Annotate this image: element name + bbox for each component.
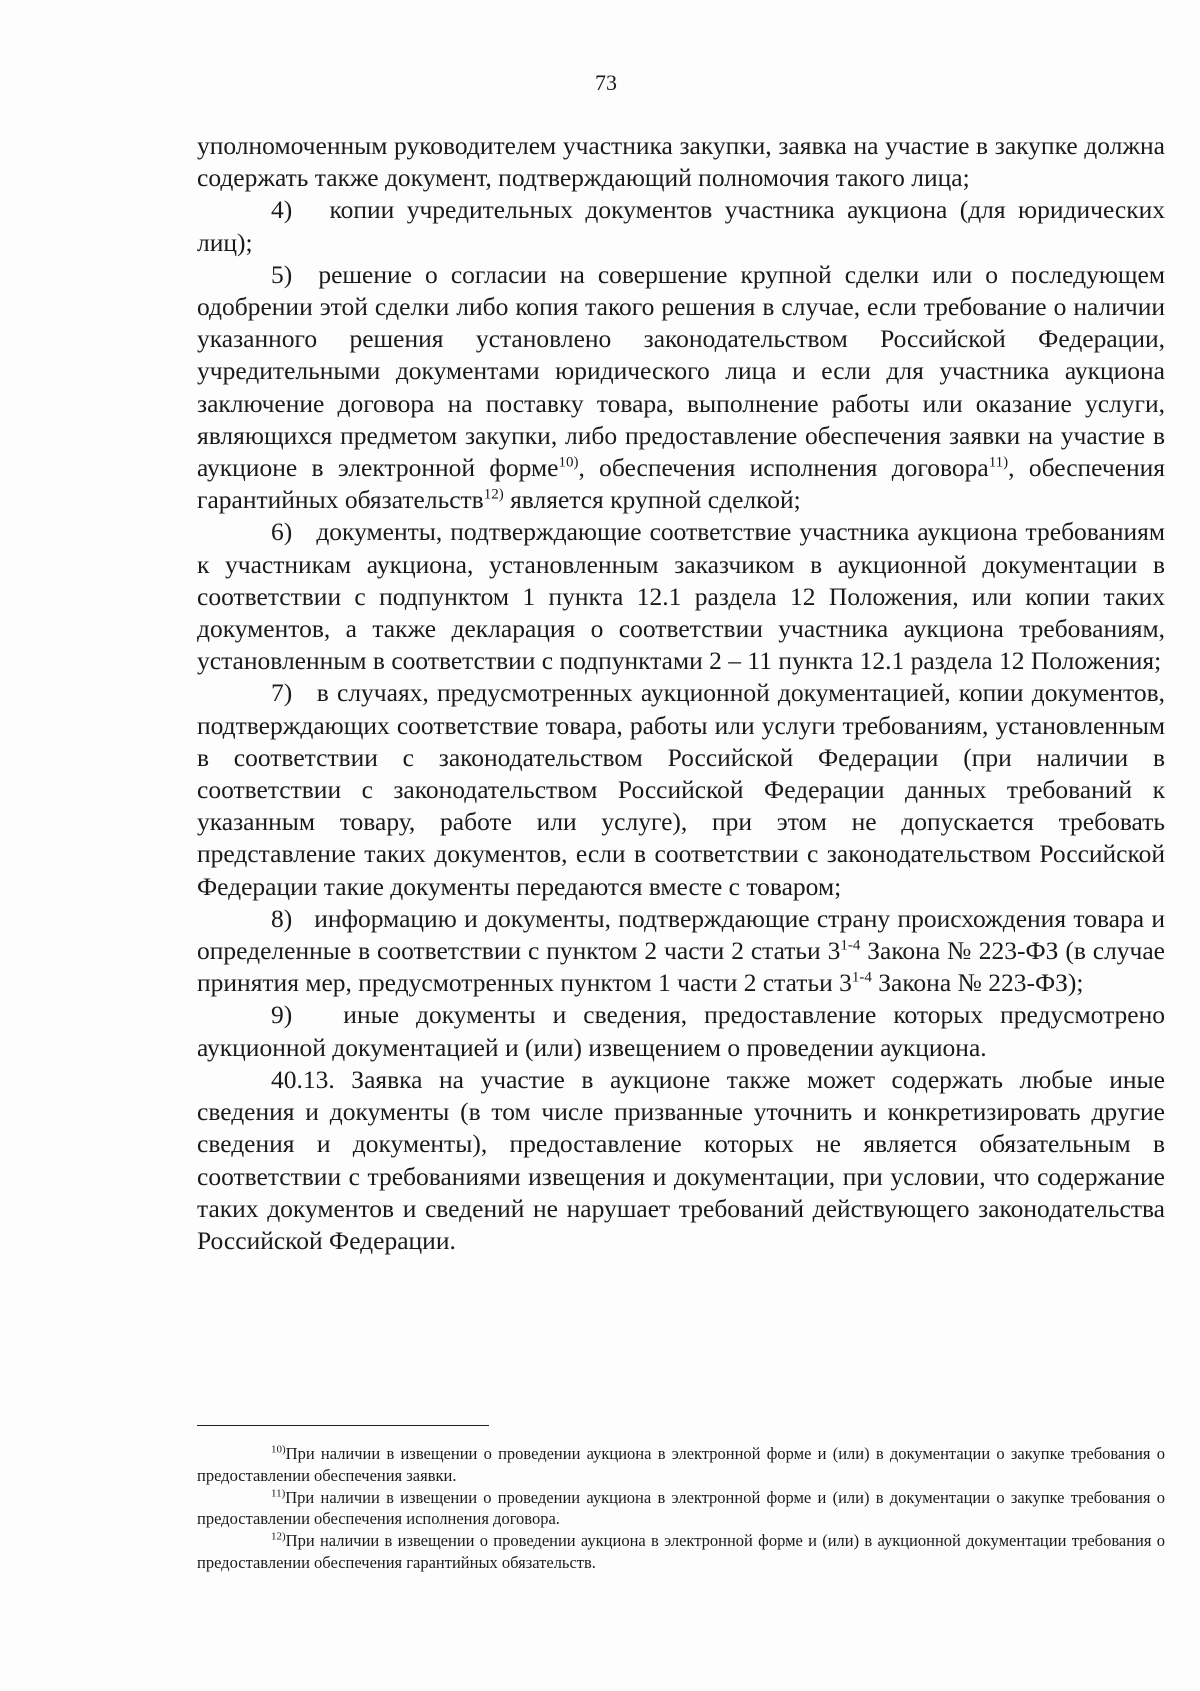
footnote-12	[197, 1530, 1165, 1574]
item-5-text-a: 5) решение о согласии на совершение крупной сделки или о последующем одобрении этой сделки либо копия такого решения в случае, если требование о наличии указанного решения установлено законодательством Российской Федерации, учредительными документами юридического лица и если для участника аукциона заключение договора на поставку товара, выполнение работы или оказание услуги, являющихся предметом закупки, либо предоставление обеспечения заявки на участие в аукционе в электронной форме	[197, 259, 1165, 483]
paragraph-40-13: 40.13. Заявка на участие в аукционе также может содержать любые иные сведения и документы (в том числе призванные уточнить и конкретизировать другие сведения и документы), предоставление которых не является обязательным в соответствии с требованиями извещения и документации, при условии, что содержание таких документов и сведений не нарушает требований действующего законодательства Российской Федерации.	[197, 1064, 1165, 1255]
paragraph-continuation: уполномоченным руководителем участника закупки, заявка на участие в закупке должна содержать также документ, подтверждающий полномочия такого лица;	[197, 131, 1165, 193]
footnote-11	[197, 1487, 1165, 1531]
item-5-text-b: , обеспечения исполнения договора	[578, 453, 989, 483]
footnote-ref-12: 12)	[483, 486, 504, 503]
footnote-divider	[197, 1425, 489, 1426]
footnotes	[197, 1443, 1165, 1574]
article-superscript: 1-4	[851, 969, 872, 986]
item-8-text-b: Закона № 223-ФЗ (в случае принятия мер, предусмотренных пунктом 1 части 2 статьи 3	[197, 936, 1165, 998]
footnote-mark: 10)	[271, 1443, 286, 1456]
footnote-mark: 11)	[271, 1487, 286, 1500]
paragraph-item-9: 9) иные документы и сведения, предоставление которых предусмотрено аукционной документацией и (или) извещением о проведении аукциона.	[197, 1000, 1165, 1062]
paragraph-item-7: 7) в случаях, предусмотренных аукционной документацией, копии документов, подтверждающих соответствие товара, работы или услуги требованиям, установленным в соответствии с законодательством Российской Федерации (при наличии в соответствии с законодательством Российской Федерации данных требований к указанным товару, работе или услуге), при этом не допускается требовать представление таких документов, если в соответствии с законодательством Российской Федерации такие документы передаются вместе с товаром;	[197, 678, 1165, 901]
body-text	[197, 130, 1165, 1257]
item-5-text-d: является крупной сделкой;	[503, 485, 801, 515]
footnote-ref-11: 11)	[988, 454, 1009, 471]
paragraph-item-5	[197, 259, 1165, 517]
footnote-text: При наличии в извещении о проведении аукциона в электронной форме и (или) в документации о закупке требования о предоставлении обеспечения заявки.	[197, 1444, 1165, 1485]
paragraph-item-6: 6) документы, подтверждающие соответствие участника аукциона требованиям к участникам аукциона, установленным заказчиком в аукционной документации в соответствии с подпунктом 1 пункта 12.1 раздела 12 Положения, или копии таких документов, а также декларация о соответствии участника аукциона требованиям, установленным в соответствии с подпунктами 2 – 11 пункта 12.1 раздела 12 Положения;	[197, 517, 1165, 676]
paragraph-item-4: 4) копии учредительных документов участника аукциона (для юридических лиц);	[197, 195, 1165, 257]
footnote-text: При наличии в извещении о проведении аукциона в электронной форме и (или) в аукционной документации требования о предоставлении обеспечения гарантийных обязательств.	[197, 1531, 1165, 1572]
footnote-ref-10: 10)	[558, 454, 579, 471]
footnote-mark: 12)	[271, 1530, 286, 1543]
item-8-text-c: Закона № 223-ФЗ);	[871, 968, 1084, 998]
footnote-text: При наличии в извещении о проведении аукциона в электронной форме и (или) в документации о закупке требования о предоставлении обеспечения исполнения договора.	[197, 1487, 1165, 1529]
paragraph-item-8	[197, 903, 1165, 1000]
item-8-text-a: 8) информацию и документы, подтверждающие страну происхождения товара и определенные в соответствии с пунктом 2 части 2 статьи 3	[197, 903, 1165, 966]
footnote-10	[197, 1443, 1165, 1487]
article-superscript: 1-4	[840, 937, 861, 954]
item-5-text-c: , обеспечения гарантийных обязательств	[197, 453, 1166, 515]
page-number: 73	[595, 70, 617, 95]
